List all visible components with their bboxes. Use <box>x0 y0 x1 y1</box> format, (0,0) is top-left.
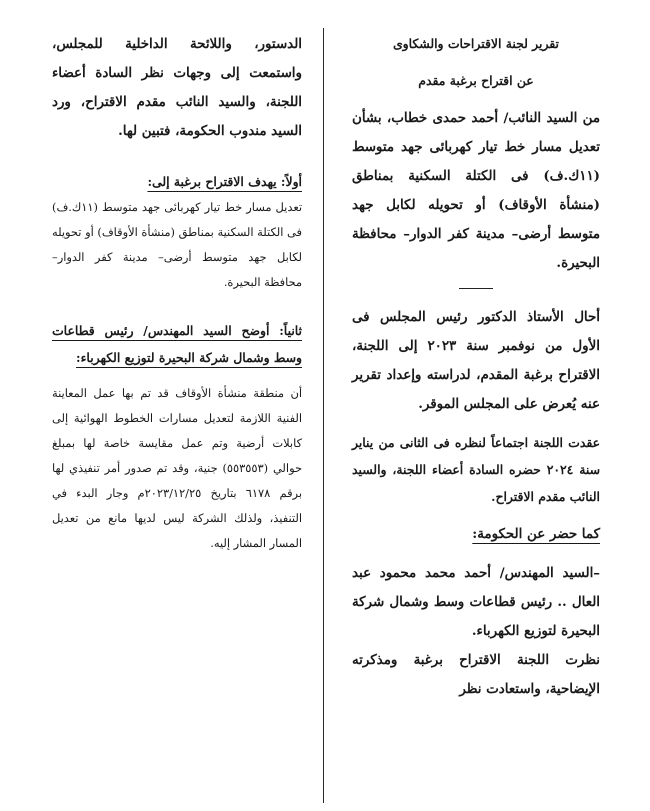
government-heading-text: كما حضر عن الحكومة: <box>472 526 600 542</box>
first-heading-text: أولاً: يهدف الاقتراح برغبة إلى: <box>147 174 302 189</box>
section-separator <box>459 288 493 289</box>
review-start: نظرت اللجنة الاقتراح برغبة ومذكرته الإيضاحية، واستعادت نظر <box>352 652 600 697</box>
second-body: أن منطقة منشأة الأوقاف قد تم بها عمل المعاينة الفنية اللازمة لتعديل مسارات الخطوط الهوائية إلى كابلات أرضية وتم عمل مقايسة خاصة لها بمبلغ حوالي (٥٥٣٥٥٣) جنية، وقد تم صدور أمر تنفيذي لها برقم ٦١٧٨ بتاريخ ٢٠٢٣/١٢/٢٥م وجار البدء في التنفيذ، ولذلك الشركة ليس لديها مانع من تعديل المسار المشار إليه. <box>52 386 302 550</box>
report-subtitle: عن اقتراح برغبة مقدم <box>418 73 534 88</box>
second-heading-text: ثانياً: أوضح السيد المهندس/ رئيس قطاعات وسط وشمال شركة البحيرة لتوزيع الكهرباء: <box>52 323 302 365</box>
left-column <box>52 30 302 556</box>
government-heading <box>352 520 600 549</box>
meeting-paragraph: عقدت اللجنة اجتماعاً لنظره فى الثانى من يناير سنة ٢٠٢٤ حضره السادة أعضاء اللجنة، والسيد النائب مقدم الاقتراح. <box>352 435 600 504</box>
right-column <box>352 30 600 704</box>
first-body: تعديل مسار خط تيار كهربائى جهد متوسط (١١ك.ف) فى الكتلة السكنية بمناطق (منشأة الأوقاف) أو تحويله لكابل جهد متوسط أرضى– مدينة كفر الدوار– محافظة البحيرة. <box>52 200 302 289</box>
review-continuation: الدستور، واللائحة الداخلية للمجلس، واستمعت إلى وجهات نظر السادة أعضاء اللجنة، والسيد النائب مقدم الاقتراح، ورد السيد مندوب الحكومة، فتبين لها. <box>52 36 302 139</box>
proposal-intro: من السيد النائب/ أحمد حمدى خطاب، بشأن تعديل مسار خط تيار كهربائى جهد متوسط (١١ك.ف) فى الكتلة السكنية بمناطق (منشأة الأوقاف) أو تحويله لكابل جهد متوسط أرضى– مدينة كفر الدوار– محافظة البحيرة. <box>352 110 600 271</box>
government-attendee: –السيد المهندس/ أحمد محمد محمود عبد العال .. رئيس قطاعات وسط وشمال شركة البحيرة لتوزيع الكهرباء. <box>352 565 600 639</box>
report-title: تقرير لجنة الاقتراحات والشكاوى <box>392 36 560 51</box>
column-divider <box>323 28 324 803</box>
first-heading <box>52 168 302 195</box>
referral-paragraph: أحال الأستاذ الدكتور رئيس المجلس فى الأول من نوفمبر سنة ٢٠٢٣ إلى اللجنة، الاقتراح برغبة المقدم، لدراسته وإعداد تقرير عنه يُعرض على المجلس الموقر. <box>352 309 600 412</box>
second-heading <box>52 317 302 371</box>
